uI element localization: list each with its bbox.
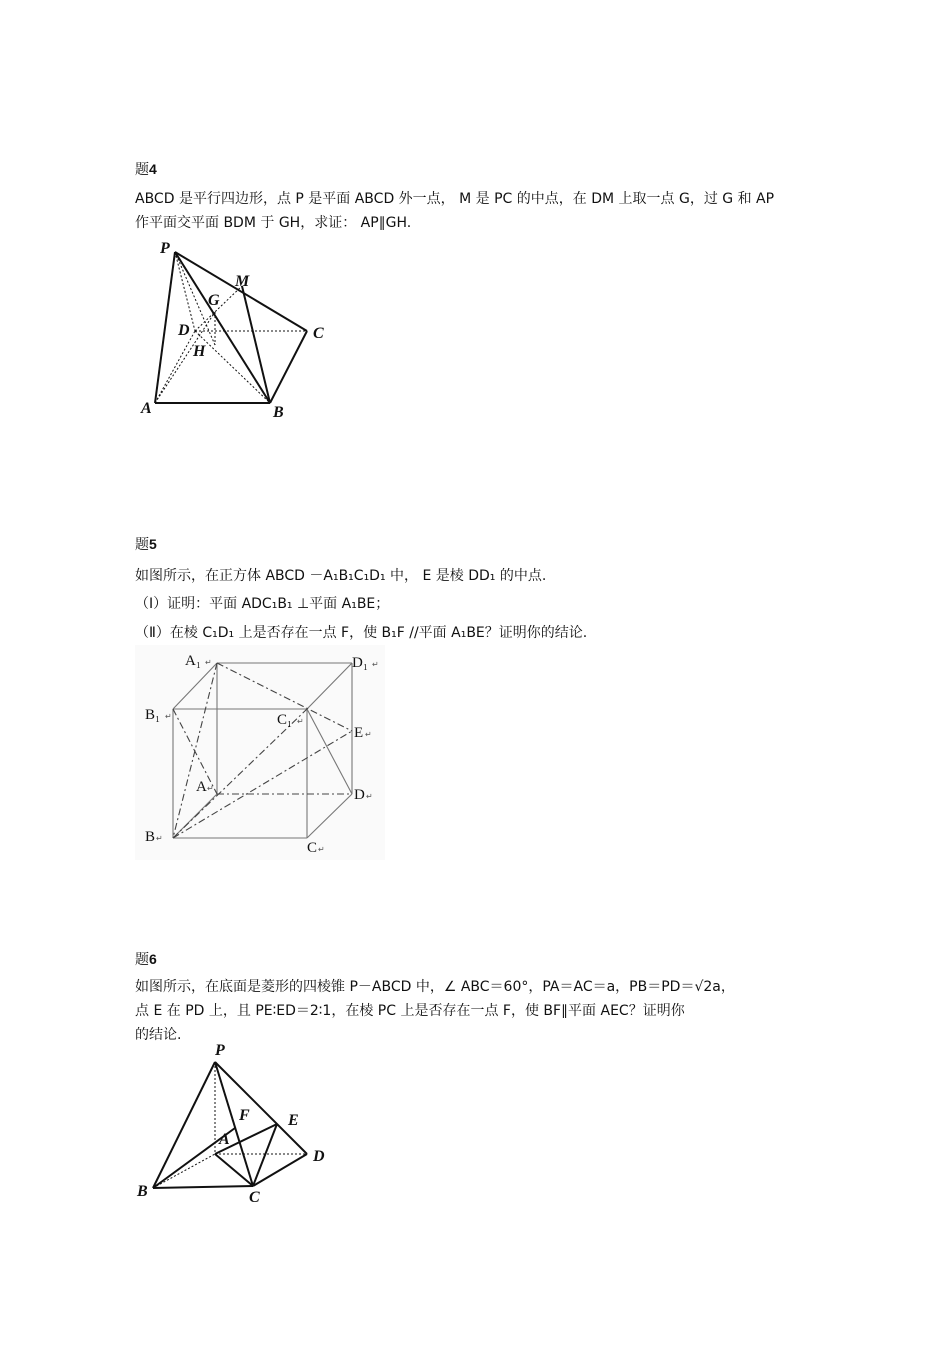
svg-text:↵: ↵ (372, 660, 379, 669)
svg-text:↵: ↵ (318, 845, 325, 854)
point-label-b: B (145, 829, 156, 845)
problem-text-line: 的结论. (135, 1027, 182, 1043)
point-label-m: M (235, 273, 250, 290)
problem-text-line: （Ⅰ）证明：平面 ADC₁B₁ ⊥平面 A₁BE； (135, 596, 390, 612)
point-label-c: C (249, 1189, 260, 1206)
svg-text:↵: ↵ (365, 730, 372, 739)
problem-title: 题5 (135, 536, 157, 553)
problem-text-line: 如图所示，在正方体 ABCD －A₁B₁C₁D₁ 中， E 是棱 DD₁ 的中点. (135, 568, 547, 584)
svg-text:↵: ↵ (297, 717, 304, 726)
point-label-p: P (215, 1042, 225, 1059)
point-label-h: H (193, 343, 206, 360)
svg-text:↵: ↵ (205, 658, 212, 667)
svg-text:↵: ↵ (165, 712, 172, 721)
point-label-a1: A₁ (185, 653, 202, 669)
problem-text-line: （Ⅱ）在棱 C₁D₁ 上是否存在一点 F，使 B₁F //平面 A₁BE？证明你的结论. (135, 625, 588, 641)
point-label-e: E (354, 725, 364, 741)
point-label-a: A (196, 779, 207, 795)
point-label-c1: C₁ (277, 712, 293, 728)
problem-title: 题6 (135, 951, 157, 968)
point-label-d1: D₁ (352, 655, 369, 671)
problem-text-line: 作平面交平面 BDM 于 GH，求证： AP∥GH. (135, 215, 412, 231)
problem-title: 题4 (135, 161, 157, 178)
figure-cube (135, 645, 385, 860)
svg-text:↵: ↵ (207, 784, 214, 793)
point-label-a: A (141, 400, 152, 417)
point-label-p: P (160, 240, 170, 257)
point-label-d: D (313, 1148, 325, 1165)
point-label-b: B (273, 404, 284, 421)
point-label-d: D (178, 322, 190, 339)
figure-pyramid-rhombus-base (135, 1040, 335, 1210)
point-label-b: B (137, 1183, 148, 1200)
point-label-c: C (307, 840, 318, 856)
problem-text-line: ABCD 是平行四边形，点 P 是平面 ABCD 外一点， M 是 PC 的中点，在 DM 上取一点 G，过 G 和 AP (135, 191, 775, 207)
problem-4 (135, 160, 825, 235)
point-label-c: C (313, 325, 324, 342)
svg-text:↵: ↵ (156, 834, 163, 843)
point-label-b1: B₁ (145, 707, 161, 723)
point-label-g: G (208, 292, 220, 309)
point-label-f: F (239, 1107, 250, 1124)
point-label-e: E (288, 1112, 299, 1129)
problem-text-line: 如图所示，在底面是菱形的四棱锥 P－ABCD 中，∠ ABC＝60°，PA＝AC＝a，PB＝PD＝√2a， (135, 979, 735, 995)
problem-text-line: 点 E 在 PD 上，且 PE∶ED＝2∶1，在棱 PC 上是否存在一点 F，使 BF∥平面 AEC？证明你 (135, 1003, 685, 1019)
svg-text:↵: ↵ (366, 792, 373, 801)
problem-6 (135, 950, 825, 1047)
problem-5 (135, 535, 825, 648)
point-label-a: A (219, 1131, 230, 1148)
point-label-d: D (354, 787, 365, 803)
figure-pyramid-pabcd (135, 235, 345, 425)
